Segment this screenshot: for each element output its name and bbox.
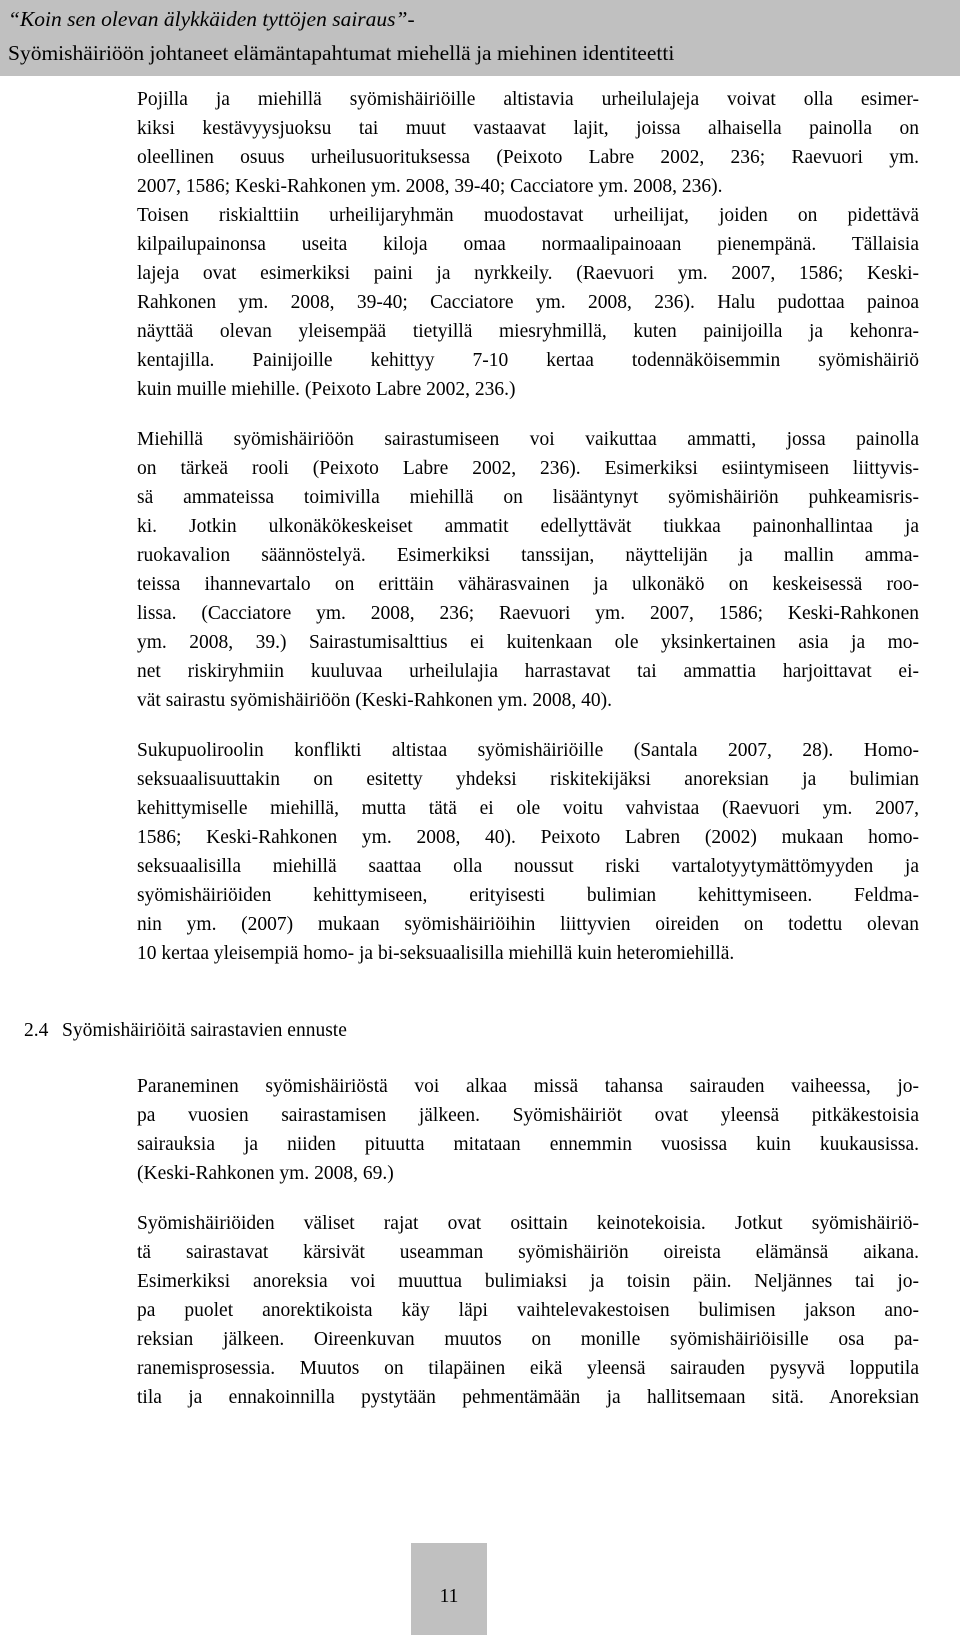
paragraph-line: reksian jälkeen. Oireenkuvan muutos on monille syömishäiriöisille osa pa- [137, 1329, 919, 1350]
paragraph-line: Syömishäiriöiden väliset rajat ovat osittain keinotekoisia. Jotkut syömishäiriö- [137, 1213, 919, 1234]
paragraph-line: tä sairastavat kärsivät useamman syömishäiriön oireista elämänsä aikana. [137, 1242, 919, 1263]
header-title: “Koin sen olevan älykkäiden tyttöjen sairaus”- [8, 7, 415, 31]
paragraph-line: pa vuosien sairastamisen jälkeen. Syömishäiriöt ovat yleensä pitkäkestoisia [137, 1105, 919, 1126]
paragraph-line: sairauksia ja niiden pituutta mitataan ennemmin vuosissa kuin kuukausissa. [137, 1134, 919, 1155]
paragraph-line: oleellinen osuus urheilusuorituksessa (Peixoto Labre 2002, 236; Raevuori ym. [137, 147, 919, 168]
paragraph-line: on tärkeä rooli (Peixoto Labre 2002, 236). Esimerkiksi esiintymiseen liittyvis- [137, 458, 919, 479]
paragraph-line: seksuaalisuuttakin on esitetty yhdeksi riskitekijäksi anoreksian ja bulimian [137, 769, 919, 790]
paragraph-line: kilpailupainonsa useita kiloja omaa normaalipainoaan pienempänä. Tällaisia [137, 234, 919, 255]
section-title: Syömishäiriöitä sairastavien ennuste [62, 1020, 347, 1041]
paragraph-line: pa puolet anorektikoista käy läpi vaihtelevakestoisen bulimisen jakson ano- [137, 1300, 919, 1321]
paragraph-line: ym. 2008, 39.) Sairastumisalttius ei kuitenkaan ole yksinkertainen asia ja mo- [137, 632, 919, 653]
paragraph-line: kehittymiselle miehillä, mutta tätä ei ole voitu vahvistaa (Raevuori ym. 2007, [137, 798, 919, 819]
paragraph-line: kuin muille miehille. (Peixoto Labre 2002, 236.) [137, 379, 516, 400]
paragraph-line: sä ammateissa toimivilla miehillä on lisääntynyt syömishäiriön puhkeamisris- [137, 487, 919, 508]
paragraph-line: seksuaalisilla miehillä saattaa olla noussut riski vartalotyytymättömyyden ja [137, 856, 919, 877]
paragraph-line: Rahkonen ym. 2008, 39-40; Cacciatore ym. 2008, 236). Halu pudottaa painoa [137, 292, 919, 313]
paragraph-line: ki. Jotkin ulkonäkökeskeiset ammatit edellyttävät tiukkaa painonhallintaa ja [137, 516, 919, 537]
paragraph-line: nin ym. (2007) mukaan syömishäiriöihin liittyvien oireiden on todettu olevan [137, 914, 919, 935]
paragraph-line: Sukupuoliroolin konflikti altistaa syömishäiriöille (Santala 2007, 28). Homo- [137, 740, 919, 761]
paragraph-line: lissa. (Cacciatore ym. 2008, 236; Raevuori ym. 2007, 1586; Keski-Rahkonen [137, 603, 919, 624]
paragraph-line: lajeja ovat esimerkiksi paini ja nyrkkeily. (Raevuori ym. 2007, 1586; Keski- [137, 263, 919, 284]
paragraph-line: näyttää olevan yleisempää tietyillä miesryhmillä, kuten painijoilla ja kehonra- [137, 321, 919, 342]
header-subtitle: Syömishäiriöön johtaneet elämäntapahtumat miehellä ja miehinen identiteetti [8, 41, 675, 65]
paragraph-line: vät sairastu syömishäiriöön (Keski-Rahkonen ym. 2008, 40). [137, 690, 612, 711]
paragraph-line: ranemisprosessia. Muutos on tilapäinen eikä yleensä sairauden pysyvä lopputila [137, 1358, 919, 1379]
paragraph-line: Esimerkiksi anoreksia voi muuttua bulimiaksi ja toisin päin. Neljännes tai jo- [137, 1271, 919, 1292]
paragraph-line: syömishäiriöiden kehittymiseen, erityisesti bulimian kehittymiseen. Feldma- [137, 885, 919, 906]
paragraph-line: 10 kertaa yleisempiä homo- ja bi-seksuaalisilla miehillä kuin heteromiehillä. [137, 943, 735, 964]
paragraph-line: tila ja ennakoinnilla pystytään pehmentämään ja hallitsemaan sitä. Anoreksian [137, 1387, 919, 1408]
paragraph-line: 2007, 1586; Keski-Rahkonen ym. 2008, 39-40; Cacciatore ym. 2008, 236). [137, 176, 723, 197]
section-number: 2.4 [24, 1020, 49, 1041]
page-header [0, 0, 960, 76]
paragraph-line: Miehillä syömishäiriöön sairastumiseen voi vaikuttaa ammatti, jossa painolla [137, 429, 919, 450]
paragraph-line: Toisen riskialttiin urheilijaryhmän muodostavat urheilijat, joiden on pidettävä [137, 205, 919, 226]
paragraph-line: 1586; Keski-Rahkonen ym. 2008, 40). Peixoto Labren (2002) mukaan homo- [137, 827, 919, 848]
paragraph-line: ruokavalion säännöstelyä. Esimerkiksi tanssijan, näyttelijän ja mallin amma- [137, 545, 919, 566]
paragraph-line: teissa ihannevartalo on erittäin vähärasvainen ja ulkonäkö on keskeisessä roo- [137, 574, 919, 595]
paragraph-line: kentajilla. Painijoille kehittyy 7-10 kertaa todennäköisemmin syömishäiriö [137, 350, 919, 371]
paragraph-line: Paraneminen syömishäiriöstä voi alkaa missä tahansa sairauden vaiheessa, jo- [137, 1076, 919, 1097]
paragraph-line: kiksi kestävyysjuoksu tai muut vastaavat lajit, joissa alhaisella painolla on [137, 118, 919, 139]
page-number: 11 [411, 1543, 487, 1635]
paragraph-line: Pojilla ja miehillä syömishäiriöille altistavia urheilulajeja voivat olla esimer- [137, 89, 919, 110]
paragraph-line: net riskiryhmiin kuuluvaa urheilulajia harrastavat tai ammattia harjoittavat ei- [137, 661, 919, 682]
paragraph-line: (Keski-Rahkonen ym. 2008, 69.) [137, 1163, 394, 1184]
